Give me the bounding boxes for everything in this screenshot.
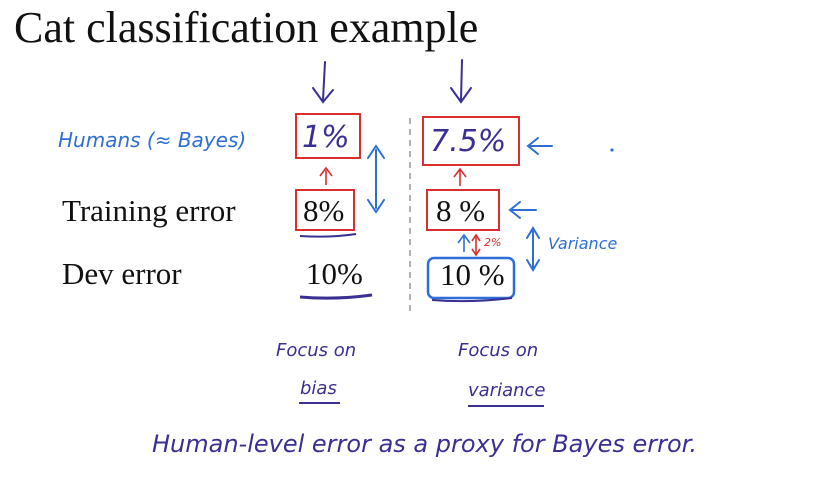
humans-value-right: 7.5%	[430, 124, 507, 159]
variance-annotation: Variance	[548, 234, 618, 253]
training-error-label: Training error	[62, 193, 236, 228]
double-arrow-icon	[368, 146, 384, 212]
focus-label-right: Focus on	[458, 340, 539, 361]
arrow-down-icon	[451, 60, 471, 102]
underline-training-left	[300, 234, 356, 237]
gap-arrow-icon	[472, 235, 480, 255]
training-value-left: 8%	[303, 193, 345, 228]
footer-note: Human-level error as a proxy for Bayes error.	[152, 430, 697, 458]
dev-value-right: 10 %	[440, 257, 505, 292]
training-value-right: 8 %	[436, 193, 486, 228]
dev-error-label: Dev error	[62, 256, 182, 291]
humans-value-left: 1%	[302, 120, 350, 155]
focus-target-bias: bias	[300, 378, 337, 399]
double-arrow-icon	[527, 228, 539, 270]
arrow-up-icon	[458, 235, 470, 252]
arrow-down-icon	[313, 62, 333, 102]
arrow-left-icon	[510, 202, 536, 218]
humans-label: Humans (≈ Bayes)	[58, 128, 247, 152]
arrow-up-icon	[454, 169, 466, 186]
focus-target-variance: variance	[468, 380, 546, 401]
page-title: Cat classification example	[14, 3, 479, 52]
dev-value-left: 10%	[306, 256, 363, 291]
arrow-left-icon	[528, 138, 552, 154]
focus-label-left: Focus on	[276, 340, 357, 361]
dot-mark	[610, 148, 613, 151]
underline-dev-left	[300, 295, 372, 298]
gap-annotation: 2%	[484, 236, 502, 249]
arrow-up-icon	[320, 168, 332, 185]
